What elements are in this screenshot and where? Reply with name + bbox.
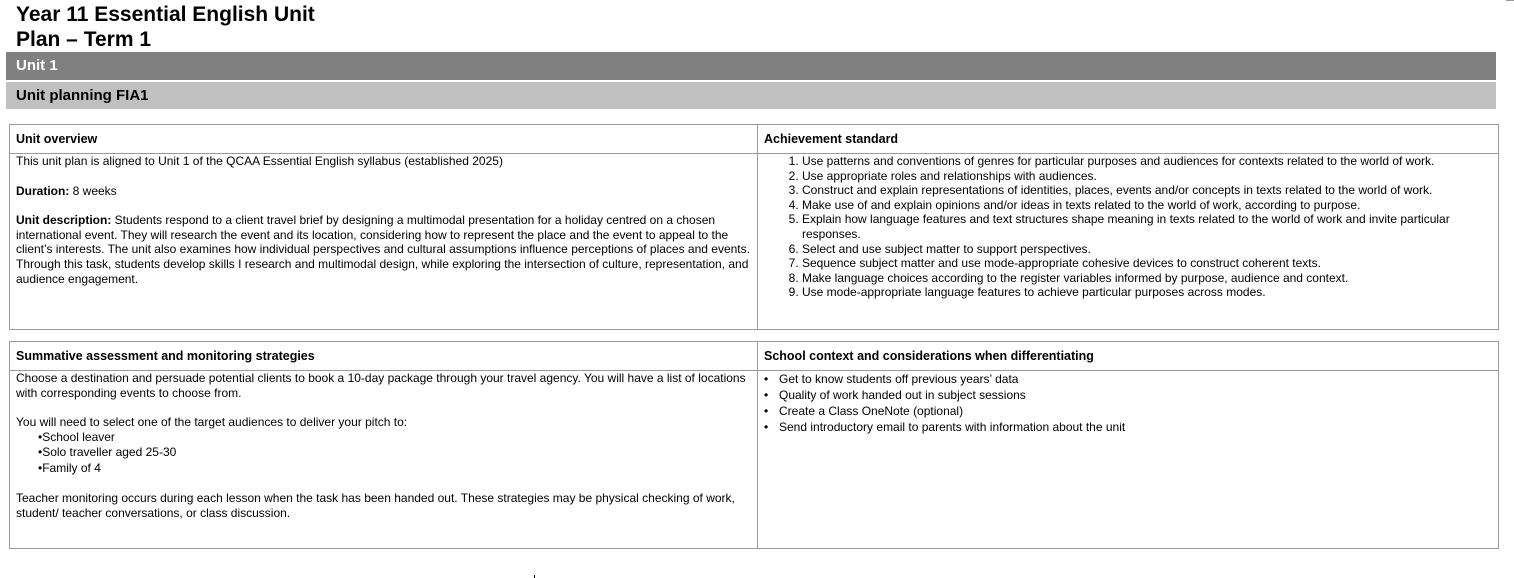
bullet-icon: • bbox=[764, 372, 769, 386]
summative-task-text: Choose a destination and persuade potential clients to book a 10-day package through your travel agency. You will have a list of locations with corresponding events to choose from. bbox=[16, 371, 746, 400]
duration-label: Duration: bbox=[16, 183, 70, 198]
unit-planning-band: Unit planning FIA1 bbox=[6, 82, 1496, 109]
bullet-icon: • bbox=[38, 429, 43, 444]
unit-band: Unit 1 bbox=[6, 52, 1496, 80]
summative-assessment-header: Summative assessment and monitoring strategies bbox=[10, 342, 758, 371]
overview-table bbox=[9, 124, 1499, 330]
achievement-standard-header: Achievement standard bbox=[758, 125, 1499, 154]
context-item: • Quality of work handed out in subject sessions bbox=[764, 388, 1026, 402]
achievement-item: 6. Select and use subject matter to support perspectives. bbox=[802, 242, 1492, 257]
context-item: • Send introductory email to parents with information about the unit bbox=[764, 420, 1126, 434]
achievement-item: 5. Explain how language features and text structures shape meaning in texts related to the world of work and invite particular responses. bbox=[802, 212, 1492, 241]
achievement-standard-cell bbox=[758, 154, 1499, 330]
achievement-item: 4. Make use of and explain opinions and/or ideas in texts related to the world of work, according to purpose. bbox=[802, 198, 1492, 213]
school-context-cell bbox=[758, 371, 1499, 549]
context-item: • Create a Class OneNote (optional) bbox=[764, 404, 964, 418]
bullet-icon: • bbox=[764, 404, 769, 418]
target-audience-item: •Solo traveller aged 25-30 bbox=[38, 445, 177, 460]
unit-description-label: Unit description: bbox=[16, 213, 112, 228]
bullet-icon: • bbox=[38, 445, 43, 460]
unit-description bbox=[16, 213, 751, 286]
target-audience-item: •Family of 4 bbox=[38, 460, 101, 475]
assessment-table bbox=[9, 341, 1499, 549]
unit-overview-intro: This unit plan is aligned to Unit 1 of the QCAA Essential English syllabus (established 2025) bbox=[16, 154, 503, 168]
duration-value: 8 weeks bbox=[69, 183, 117, 198]
duration-line bbox=[16, 184, 751, 199]
achievement-item: 8. Make language choices according to the register variables informed by purpose, audience and context. bbox=[802, 271, 1492, 286]
summative-assessment-cell bbox=[10, 371, 758, 549]
achievement-item: 1. Use patterns and conventions of genres for particular purposes and audiences for contexts related to the world of work. bbox=[802, 154, 1492, 169]
achievement-item: 3. Construct and explain representations of identities, places, events and/or concepts in texts related to the world of work. bbox=[802, 183, 1492, 198]
bullet-icon: • bbox=[764, 420, 769, 434]
context-item: • Get to know students off previous years’ data bbox=[764, 372, 1019, 386]
school-context-list bbox=[764, 371, 1492, 435]
bullet-icon: • bbox=[764, 388, 769, 402]
achievement-item: 9. Use mode-appropriate language features to achieve particular purposes across modes. bbox=[802, 285, 1492, 300]
title-line-2: Plan – Term 1 bbox=[16, 28, 152, 51]
school-context-header: School context and considerations when differentiating bbox=[758, 342, 1499, 371]
achievement-list bbox=[764, 154, 1492, 300]
target-audience-intro: You will need to select one of the target audiences to deliver your pitch to: bbox=[16, 415, 408, 430]
window-corner-mark bbox=[1506, 0, 1514, 1]
bullet-icon: • bbox=[38, 460, 43, 475]
document-title bbox=[16, 2, 436, 52]
unit-overview-header: Unit overview bbox=[10, 125, 758, 154]
target-audience-item: •School leaver bbox=[38, 429, 115, 444]
target-audience-list bbox=[16, 430, 751, 477]
unit-overview-cell bbox=[10, 154, 758, 330]
teacher-monitoring-text: Teacher monitoring occurs during each lesson when the task has been handed out. These strategies may be physical checking of work, student/ teacher conversations, or class discussion. bbox=[16, 491, 735, 520]
achievement-item: 2. Use appropriate roles and relationships with audiences. bbox=[802, 169, 1492, 184]
unit-description-text: Students respond to a client travel brief by designing a multimodal presentation for a holiday centred on a chosen international event. They will research the event and its location, considering how to represent the place and the event to appeal to the client’s interests. The unit also examines how individual perspectives and cultural assumptions influence perceptions of places and events. Through this task, students develop skills I research and multimodal design, while exploring the intersection of culture, representation, and audience engagement. bbox=[16, 213, 750, 286]
achievement-item: 7. Sequence subject matter and use mode-appropriate cohesive devices to construct coherent texts. bbox=[802, 256, 1492, 271]
title-line-1: Year 11 Essential English Unit bbox=[16, 3, 315, 26]
